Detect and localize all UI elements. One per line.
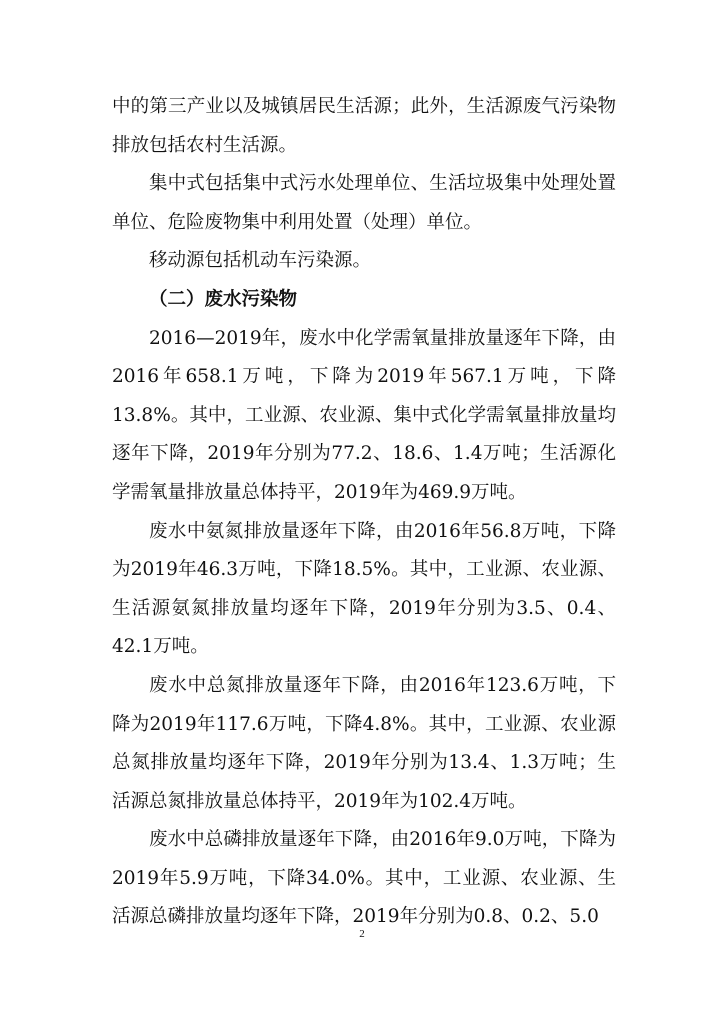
paragraph-continuation: 中的第三产业以及城镇居民生活源；此外，生活源废气污染物排放包括农村生活源。: [112, 96, 616, 156]
page-number: 2: [359, 928, 365, 940]
section-heading: （二）废水污染物: [149, 288, 298, 310]
document-body: [112, 88, 616, 937]
paragraph-cod: 2016—2019年，废水中化学需氧量排放量逐年下降，由2016年658.1万吨，下降为2019年567.1万吨，下降13.8%。其中，工业源、农业源、集中式化学需氧量排放量均逐年下降，2019年分别为77.2、18.6、1.4万吨；生活源化学需氧量排放量总体持平，2019年为469.9万吨。: [112, 327, 616, 503]
paragraph-total-phosphorus: 废水中总磷排放量逐年下降，由2016年9.0万吨，下降为2019年5.9万吨，下降34.0%。其中，工业源、农业源、生活源总磷排放量均逐年下降，2019年分别为0.8、0.2、5.0: [112, 829, 616, 928]
paragraph-ammonia-nitrogen: 废水中氨氮排放量逐年下降，由2016年56.8万吨，下降为2019年46.3万吨，下降18.5%。其中，工业源、农业源、生活源氨氮排放量均逐年下降，2019年分别为3.5、0.4、42.1万吨。: [112, 520, 616, 658]
paragraph-centralized-sources: 集中式包括集中式污水处理单位、生活垃圾集中处理处置单位、危险废物集中利用处置（处理）单位。: [112, 173, 616, 233]
paragraph-total-nitrogen: 废水中总氮排放量逐年下降，由2016年123.6万吨，下降为2019年117.6万吨，下降4.8%。其中，工业源、农业源总氮排放量均逐年下降，2019年分别为13.4、1.3万吨；生活源总氮排放量总体持平，2019年为102.4万吨。: [112, 674, 616, 812]
paragraph-mobile-sources: 移动源包括机动车污染源。: [149, 250, 372, 272]
